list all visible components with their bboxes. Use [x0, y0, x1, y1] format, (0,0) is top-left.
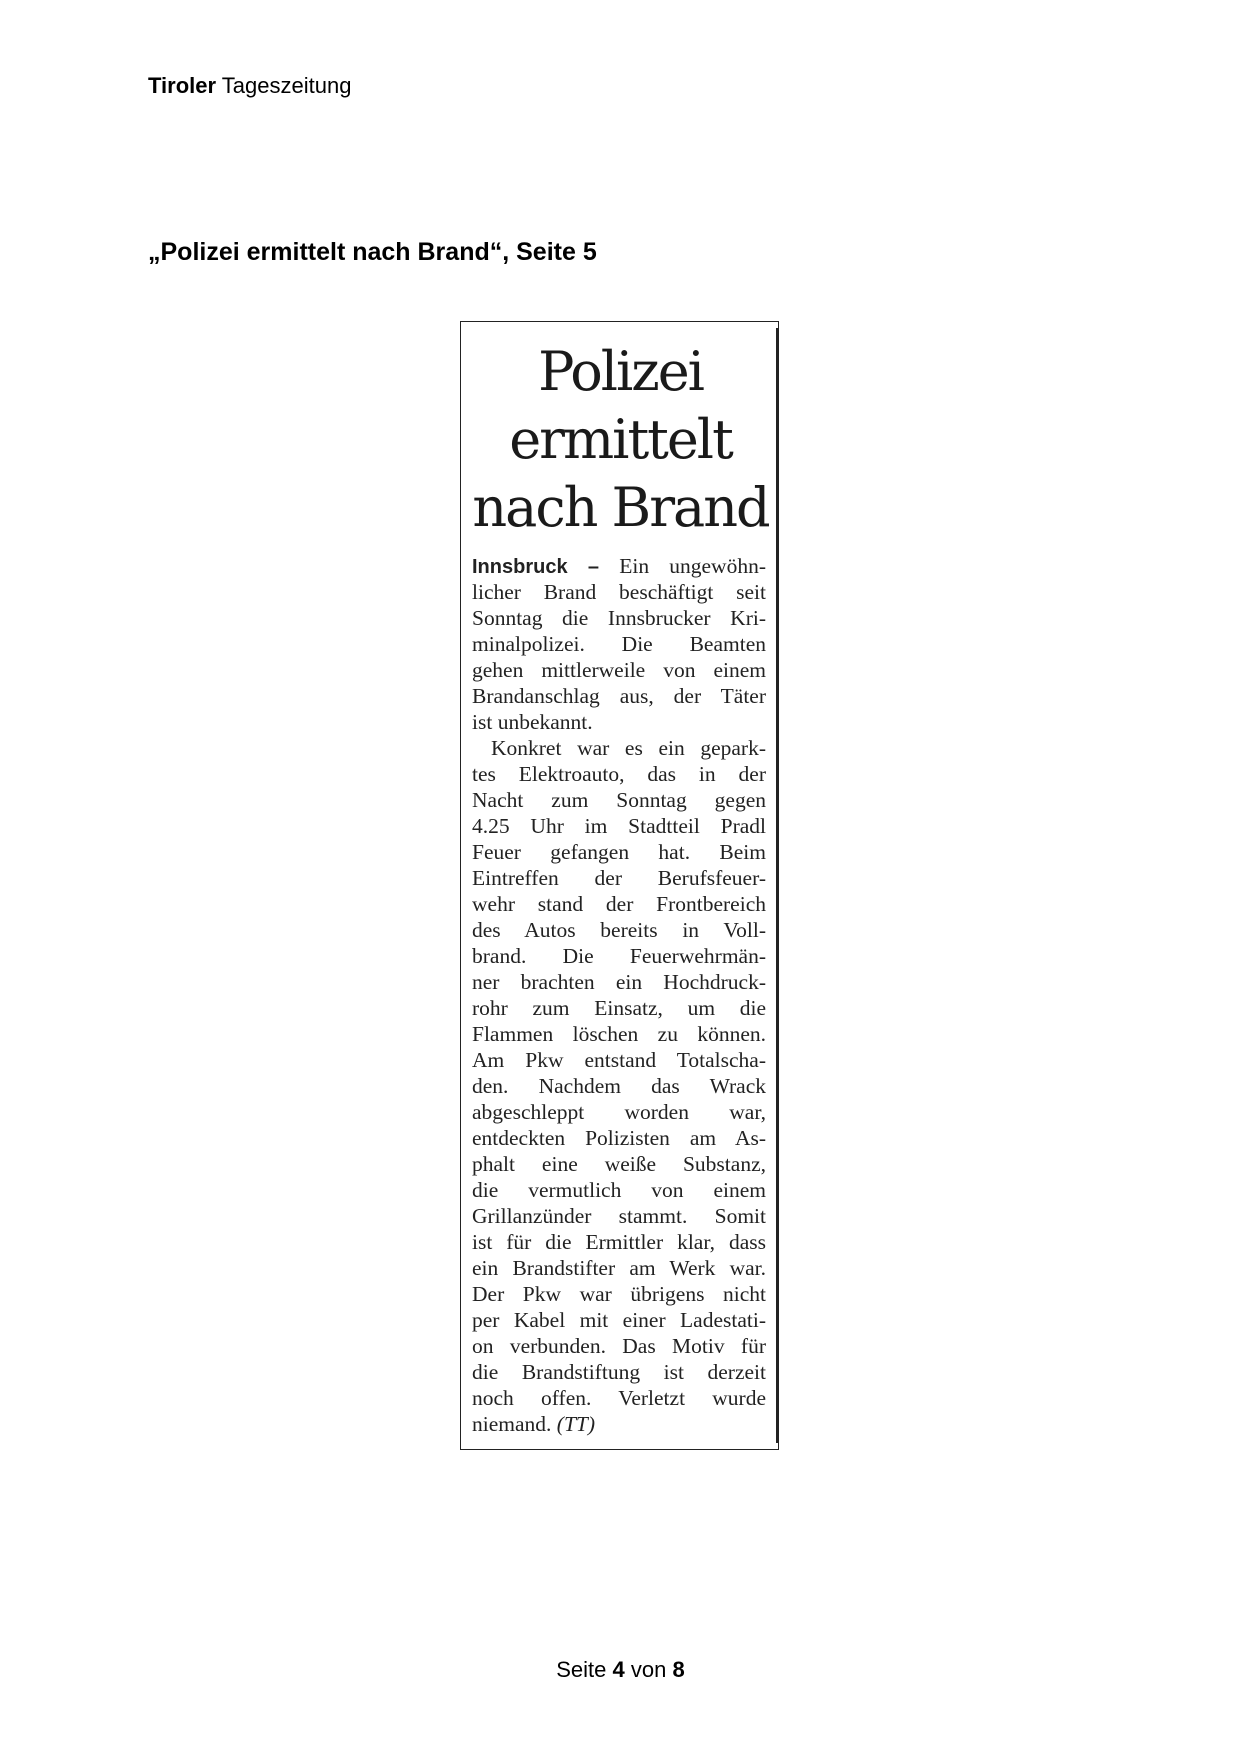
body-line: wehr stand der Frontbereich [472, 892, 766, 916]
body-line: rohr zum Einsatz, um die [472, 996, 766, 1020]
article-headline [461, 338, 780, 542]
body-line: noch offen. Verletzt wurde [472, 1386, 766, 1410]
body-line: die Brandstiftung ist derzeit [472, 1360, 766, 1384]
body-line-text: niemand. [472, 1412, 552, 1436]
publication-name-bold: Tiroler [148, 73, 217, 98]
article-signoff: (TT) [556, 1412, 596, 1436]
body-line: ist für die Ermittler klar, dass [472, 1230, 766, 1254]
body-line: Grillanzünder stammt. Somit [472, 1204, 766, 1228]
body-line: minalpolizei. Die Beamten [472, 632, 766, 656]
body-line: Flammen löschen zu können. [472, 1022, 766, 1046]
page-footer [0, 1656, 1241, 1684]
page-word: Seite [556, 1657, 607, 1682]
body-line: gehen mittlerweile von einem [472, 658, 766, 682]
article-body [472, 553, 766, 1437]
body-line: 4.25 Uhr im Stadtteil Pradl [472, 814, 766, 838]
publication-name-rest: Tageszeitung [221, 73, 352, 98]
body-line: per Kabel mit einer Ladestati- [472, 1308, 766, 1332]
body-line: brand. Die Feuerwehrmän- [472, 944, 766, 968]
body-line: Der Pkw war übrigens nicht [472, 1282, 766, 1306]
body-line: Feuer gefangen hat. Beim [472, 840, 766, 864]
newspaper-clipping [460, 321, 779, 1450]
body-line: Eintreffen der Berufsfeuer- [472, 866, 766, 890]
page-of-word: von [630, 1657, 667, 1682]
body-line: on verbunden. Das Motiv für [472, 1334, 766, 1358]
page-total: 8 [672, 1657, 685, 1682]
body-line: des Autos bereits in Voll- [472, 918, 766, 942]
body-line: licher Brand beschäftigt seit [472, 580, 766, 604]
body-line: abgeschleppt worden war, [472, 1100, 766, 1124]
body-line: Sonntag die Innsbrucker Kri- [472, 606, 766, 630]
headline-line: ermittelt [509, 408, 732, 471]
body-line: phalt eine weiße Substanz, [472, 1152, 766, 1176]
headline-line: Polizei [538, 340, 703, 403]
body-line: die vermutlich von einem [472, 1178, 766, 1202]
page-current: 4 [612, 1657, 625, 1682]
body-line: Nacht zum Sonntag gegen [472, 788, 766, 812]
body-line: tes Elektroauto, das in der [472, 762, 766, 786]
body-line [472, 553, 766, 579]
body-line: entdeckten Polizisten am As- [472, 1126, 766, 1150]
body-line [472, 1411, 766, 1437]
body-line: ist unbekannt. [472, 710, 593, 734]
document-title: „Polizei ermittelt nach Brand“, Seite 5 [148, 238, 597, 266]
body-line: ner brachten ein Hochdruck- [472, 970, 766, 994]
body-line: Am Pkw entstand Totalscha- [472, 1048, 766, 1072]
body-line-text: Ein ungewöhn- [619, 554, 766, 578]
body-line: Brandanschlag aus, der Täter [472, 684, 766, 708]
article-dateline: Innsbruck – [472, 556, 600, 578]
headline-line: nach Brand [472, 476, 769, 539]
body-line: ein Brandstifter am Werk war. [472, 1256, 766, 1280]
publication-masthead [148, 72, 351, 100]
body-line: den. Nachdem das Wrack [472, 1074, 766, 1098]
body-line: Konkret war es ein gepark- [491, 736, 766, 760]
